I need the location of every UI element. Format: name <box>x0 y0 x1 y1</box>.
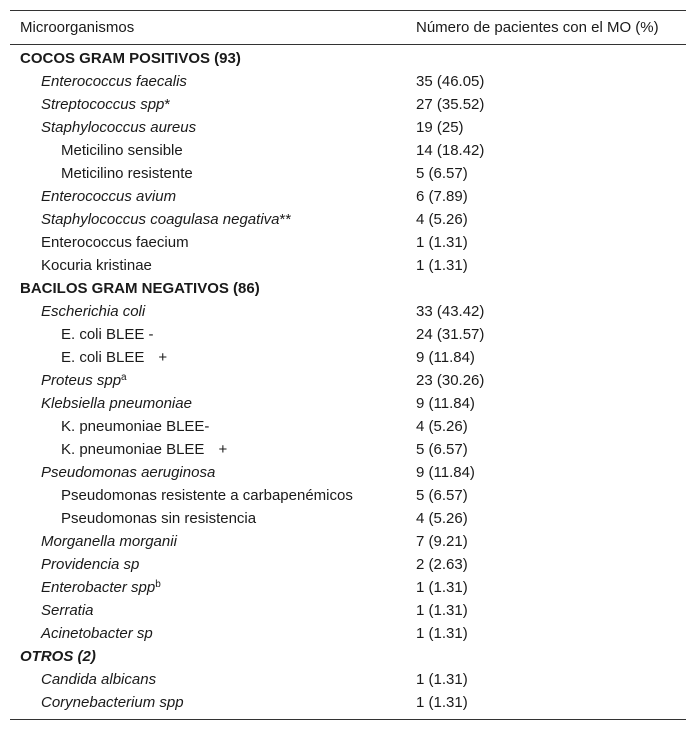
organism-subtype <box>10 438 227 461</box>
table-row <box>10 668 686 691</box>
organism-name: Klebsiella pneumoniae <box>41 395 192 412</box>
table-row <box>10 553 686 576</box>
patient-count: 1 (1.31) <box>416 694 468 711</box>
organism-subtype-text: E. coli BLEE <box>61 349 145 366</box>
header-rule <box>10 44 686 45</box>
organism-name: Candida albicans <box>41 671 157 688</box>
table-row <box>10 116 686 139</box>
organism-subtype: E. coli BLEE - <box>61 326 154 343</box>
table-row <box>10 484 686 507</box>
organism-name: Staphylococcus aureus <box>41 119 197 136</box>
table-row <box>10 691 686 714</box>
organism-name <box>10 208 291 231</box>
group-heading: BACILOS GRAM NEGATIVOS (86) <box>20 280 260 297</box>
data-table <box>10 10 686 720</box>
patient-count: 4 (5.26) <box>416 510 468 527</box>
organism-name: Pseudomonas aeruginosa <box>41 464 216 481</box>
patient-count: 33 (43.42) <box>416 303 485 320</box>
table-row <box>10 415 686 438</box>
table-row <box>10 47 686 70</box>
table-row <box>10 139 686 162</box>
organism-name: Escherichia coli <box>41 303 146 320</box>
organism-subtype: K. pneumoniae BLEE- <box>61 418 210 435</box>
bottom-rule <box>10 719 686 720</box>
patient-count: 2 (2.63) <box>416 556 468 573</box>
table-row <box>10 231 686 254</box>
organism-name: Acinetobacter sp <box>41 625 153 642</box>
table-row <box>10 622 686 645</box>
table-row <box>10 323 686 346</box>
organism-name-text: Streptococcus spp <box>41 96 165 113</box>
patient-count: 9 (11.84) <box>416 464 475 481</box>
table-row <box>10 576 686 599</box>
patient-count: 35 (46.05) <box>416 73 485 90</box>
organism-name: Morganella morganii <box>41 533 177 550</box>
organism-name <box>10 93 170 116</box>
footnote-marker: ** <box>279 211 292 228</box>
patient-count: 14 (18.42) <box>416 142 485 159</box>
table-row <box>10 300 686 323</box>
table-row <box>10 162 686 185</box>
table-row <box>10 645 686 668</box>
patient-count: 4 (5.26) <box>416 418 468 435</box>
table-row <box>10 70 686 93</box>
patient-count: 6 (7.89) <box>416 188 468 205</box>
patient-count: 1 (1.31) <box>416 602 468 619</box>
table-row <box>10 507 686 530</box>
patient-count: 27 (35.52) <box>416 96 485 113</box>
footnote-superscript: b <box>155 579 161 590</box>
patient-count: 5 (6.57) <box>416 441 468 458</box>
organism-subtype: Pseudomonas sin resistencia <box>61 510 257 527</box>
plus-sign: + <box>158 349 168 366</box>
patient-count: 9 (11.84) <box>416 349 475 366</box>
table-row <box>10 277 686 300</box>
table-row <box>10 208 686 231</box>
table-header-row <box>10 11 686 44</box>
table-row <box>10 599 686 622</box>
table-row <box>10 461 686 484</box>
group-heading: OTROS (2) <box>20 648 96 665</box>
organism-name-text: Enterobacter spp <box>41 579 156 596</box>
organism-name <box>10 576 161 599</box>
footnote-marker: * <box>164 96 171 113</box>
table-row <box>10 392 686 415</box>
patient-count: 24 (31.57) <box>416 326 485 343</box>
patient-count: 23 (30.26) <box>416 372 485 389</box>
patient-count: 1 (1.31) <box>416 579 468 596</box>
patient-count: 9 (11.84) <box>416 395 475 412</box>
patient-count: 1 (1.31) <box>416 671 468 688</box>
organism-name <box>10 369 127 392</box>
plus-sign: + <box>218 441 228 458</box>
group-heading: COCOS GRAM POSITIVOS (93) <box>20 50 241 67</box>
organism-name: Serratia <box>41 602 94 619</box>
organism-name: Providencia sp <box>41 556 140 573</box>
patient-count: 1 (1.31) <box>416 234 468 251</box>
table-row <box>10 93 686 116</box>
table-row <box>10 530 686 553</box>
header-microorganisms: Microorganismos <box>20 19 135 36</box>
organism-subtype: Pseudomonas resistente a carbapenémicos <box>61 487 353 504</box>
table-row <box>10 438 686 461</box>
organism-name-text: Staphylococcus coagulasa negativa <box>41 211 280 228</box>
organism-subtype: Meticilino sensible <box>61 142 183 159</box>
table-row <box>10 346 686 369</box>
organism-subtype-text: K. pneumoniae BLEE <box>61 441 205 458</box>
footnote-superscript: a <box>121 372 127 383</box>
patient-count: 4 (5.26) <box>416 211 468 228</box>
table-row <box>10 254 686 277</box>
table-row <box>10 369 686 392</box>
organism-subtype <box>10 346 167 369</box>
patient-count: 1 (1.31) <box>416 257 468 274</box>
patient-count: 7 (9.21) <box>416 533 468 550</box>
organism-name: Corynebacterium spp <box>41 694 184 711</box>
organism-name: Kocuria kristinae <box>41 257 152 274</box>
table-row <box>10 185 686 208</box>
patient-count: 19 (25) <box>416 119 464 136</box>
organism-subtype: Meticilino resistente <box>61 165 193 182</box>
organism-name: Enterococcus faecalis <box>41 73 187 90</box>
organism-name-text: Proteus spp <box>41 372 122 389</box>
patient-count: 5 (6.57) <box>416 165 468 182</box>
header-patient-count: Número de pacientes con el MO (%) <box>416 19 659 36</box>
organism-name: Enterococcus faecium <box>41 234 189 251</box>
patient-count: 5 (6.57) <box>416 487 468 504</box>
organism-name: Enterococcus avium <box>41 188 177 205</box>
patient-count: 1 (1.31) <box>416 625 468 642</box>
